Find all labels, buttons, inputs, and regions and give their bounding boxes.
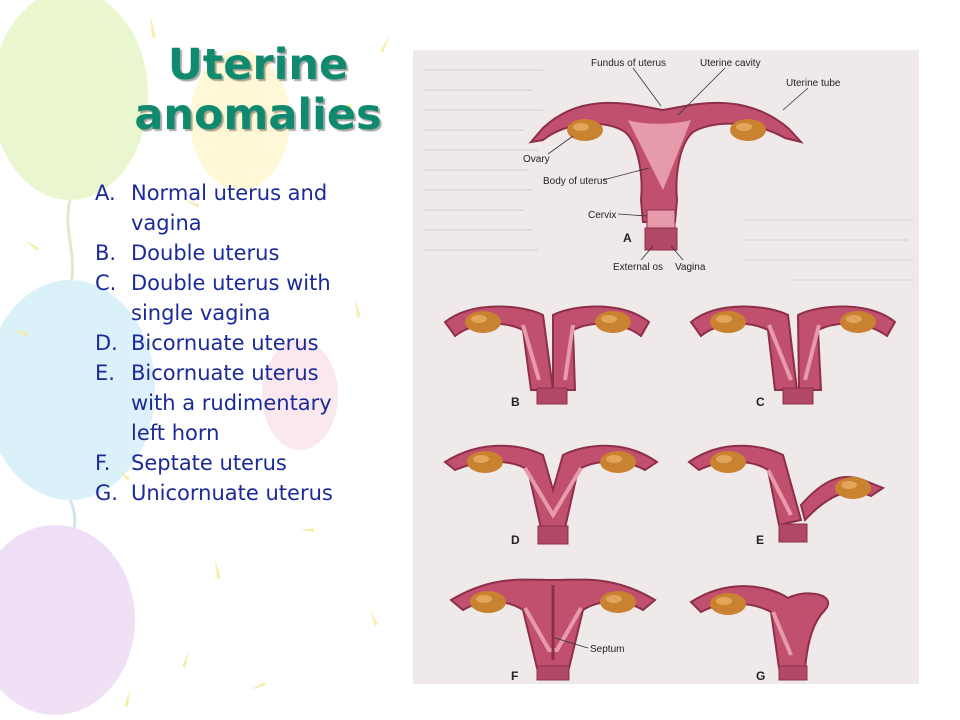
anomaly-list [95,178,340,508]
list-text: Bicornuate uterus [131,331,319,355]
list-item [95,478,340,508]
label-cervix: Cervix [588,210,617,221]
list-item [95,238,340,268]
panel-letter-b: B [511,395,520,409]
list-item [95,178,340,238]
list-text: Septate uterus [131,451,287,475]
list-text: Bicornuate uterus with a rudimentary left horn [131,361,332,445]
list-letter: G. [95,481,118,505]
ovary-icon [567,119,603,141]
label-septum: Septum [590,644,625,655]
panel-letter-d: D [511,533,520,547]
label-body: Body of uterus [543,176,608,187]
list-text: Normal uterus and vagina [131,181,328,235]
vagina-icon [645,228,677,250]
list-text: Double uterus [131,241,280,265]
list-letter: F. [95,451,111,475]
list-item [95,268,340,328]
list-letter: A. [95,181,116,205]
list-letter: B. [95,241,117,265]
panel-letter-e: E [756,533,765,547]
panel-letter-a: A [623,231,632,245]
slide-title-line-2: anomalies [134,90,382,140]
list-item [95,358,340,448]
slide-title [128,40,388,140]
label-cavity: Uterine cavity [700,58,761,69]
cervix-icon [647,210,675,228]
panel-letter-g: G [756,669,766,683]
label-fundus: Fundus of uterus [591,58,667,69]
list-letter: E. [95,361,115,385]
list-item [95,328,340,358]
slide-title-line-1: Uterine [167,40,349,90]
list-text: Unicornuate uterus [131,481,333,505]
label-external-os: External os [613,262,664,273]
uterine-anomalies-figure [413,50,919,684]
label-ovary: Ovary [523,154,550,165]
list-item [95,448,340,478]
panel-letter-c: C [756,395,765,409]
list-text: Double uterus with single vagina [131,271,331,325]
list-letter: C. [95,271,117,295]
label-vagina: Vagina [675,262,706,273]
label-tube: Uterine tube [786,78,841,89]
purple-balloon-icon [0,525,135,715]
list-letter: D. [95,331,118,355]
green-balloon-icon [0,0,148,200]
panel-letter-f: F [511,669,519,683]
ovary-icon [730,119,766,141]
